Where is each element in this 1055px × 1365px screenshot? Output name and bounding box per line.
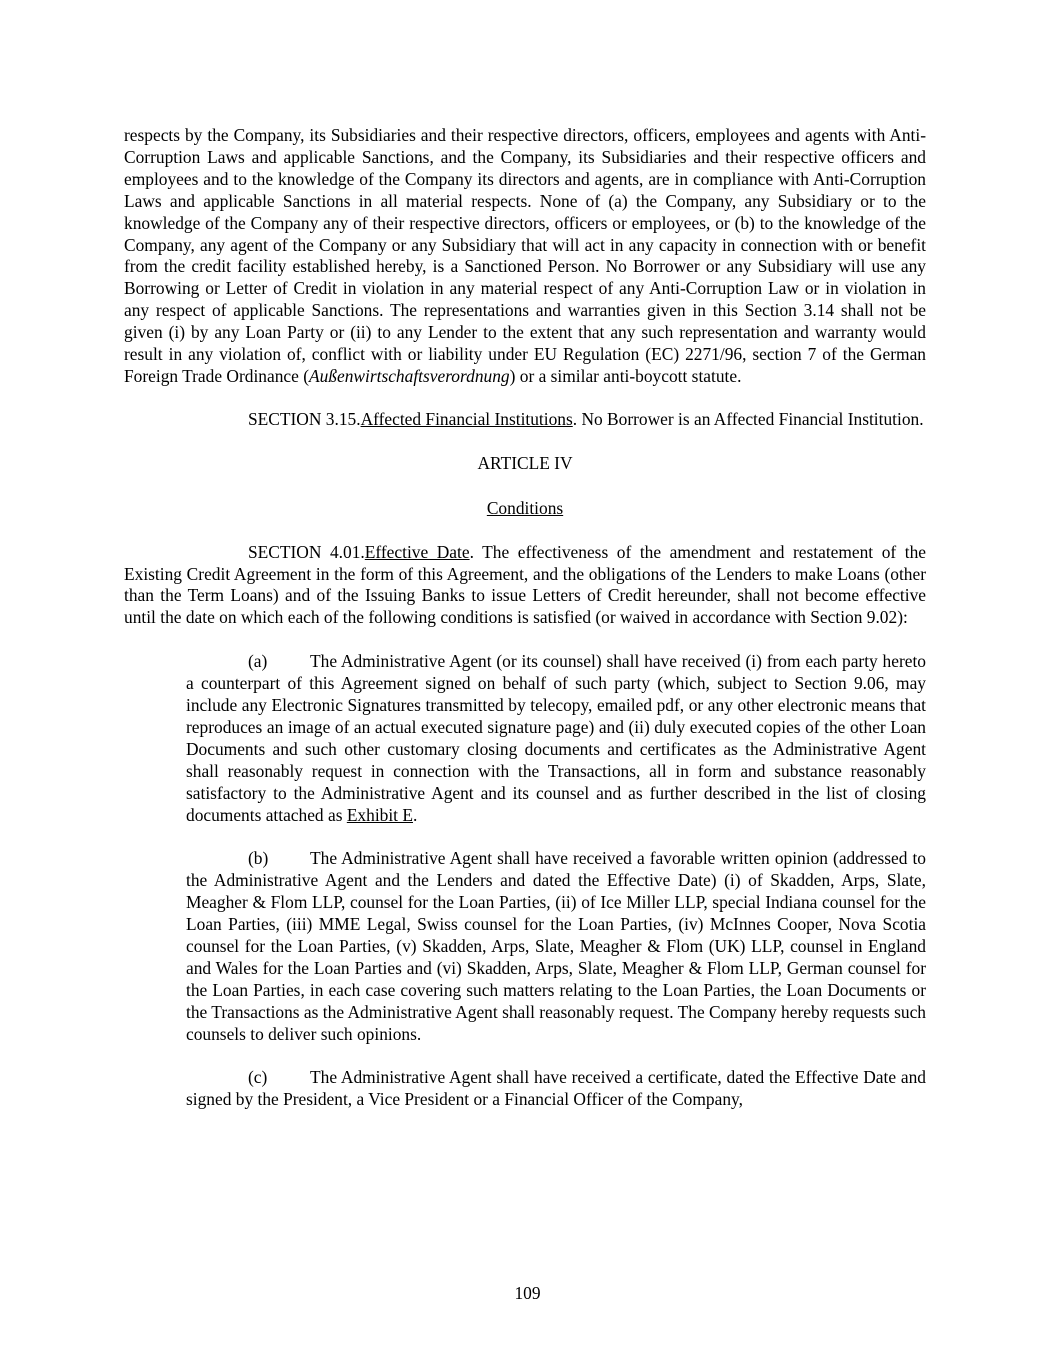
- italic-term: Außenwirtschaftsverordnung: [308, 365, 510, 386]
- clause-label: (b): [248, 848, 269, 869]
- paragraph-section-3-15: SECTION 3.15.Affected Financial Institutions. No Borrower is an Affected Financial Institution.: [248, 408, 924, 429]
- article-subheading: Conditions: [486, 497, 564, 518]
- exhibit-reference: Exhibit E: [346, 804, 413, 825]
- paragraph-section-4-01: SECTION 4.01.Effective Date. The effectiveness of the amendment and restatement of the Existing Credit Agreement in the form of this Agreement, and the obligations of the Lenders to make Loans (other than the Term Loans) and of the Issuing Banks to issue Letters of Credit hereunder, shall not become effective until the date on which each of the following conditions is satisfied (or waived in accordance with Section 9.02):: [124, 541, 926, 628]
- document-body: [124, 125, 926, 1110]
- section-title: Affected Financial Institutions: [360, 408, 573, 429]
- section-label: SECTION 3.15.: [248, 408, 361, 429]
- paragraph-section-3-14-continued: respects by the Company, its Subsidiaries and their respective directors, officers, employees and agents with Anti-Corruption Laws and applicable Sanctions, and the Company, its Subsidiaries and their respective officers and employees and to the knowledge of the Company its directors and agents, are in compliance with Anti-Corruption Laws and applicable Sanctions in all material respects. None of (a) the Company, any Subsidiary or to the knowledge of the Company any of their respective directors, officers or employees, or (b) to the knowledge of the Company, any agent of the Company or any Subsidiary that will act in any capacity in connection with or benefit from the credit facility established hereby, is a Sanctioned Person. No Borrower or any Subsidiary will use any Borrowing or Letter of Credit in violation in any material respect of any Anti-Corruption Law or in violation in any respect of applicable Sanctions. The representations and warranties given in this Section 3.14 shall not be given (i) by any Loan Party or (ii) to any Lender to the extent that any such representation and warranty would result in any violation of, conflict with or liability under EU Regulation (EC) 2271/96, section 7 of the German Foreign Trade Ordinance (Außenwirtschaftsverordnung) or a similar anti-boycott statute.: [124, 125, 926, 386]
- clause-c: (c) The Administrative Agent shall have received a certificate, dated the Effective Date and signed by the President, a Vice President or a Financial Officer of the Company,: [186, 1066, 926, 1109]
- section-title: Effective Date: [364, 541, 470, 562]
- section-label: SECTION 4.01.: [248, 541, 365, 562]
- page-number: 109: [514, 1283, 541, 1303]
- clause-b: (b) The Administrative Agent shall have received a favorable written opinion (addressed to the Administrative Agent and the Lenders and dated the Effective Date) (i) of Skadden, Arps, Slate, Meagher & Flom LLP, counsel for the Loan Parties, (ii) of Ice Miller LLP, special Indiana counsel for the Loan Parties, (iii) MME Legal, Swiss counsel for the Loan Parties, (iv) McInnes Cooper, Nova Scotia counsel for the Loan Parties, (v) Skadden, Arps, Slate, Meagher & Flom (UK) LLP, counsel in England and Wales for the Loan Parties and (vi) Skadden, Arps, Slate, Meagher & Flom LLP, German counsel for the Loan Parties, in each case covering such matters relating to the Loan Parties, the Loan Documents or the Transactions as the Administrative Agent shall reasonably request. The Company hereby requests such counsels to deliver such opinions.: [186, 848, 926, 1044]
- clause-a: (a) The Administrative Agent (or its counsel) shall have received (i) from each party hereto a counterpart of this Agreement signed on behalf of such party (which, subject to Section 9.06, may include any Electronic Signatures transmitted by telecopy, emailed pdf, or any other electronic means that reproduces an image of an actual executed signature page) and (ii) duly executed copies of the other Loan Documents and such other customary closing documents and certificates as the Administrative Agent shall reasonably request in connection with the Transactions, all in form and substance reasonably satisfactory to the Administrative Agent and its counsel and as further described in the list of closing documents attached as Exhibit E.: [186, 651, 926, 825]
- clause-label: (c): [248, 1066, 268, 1087]
- article-heading: ARTICLE IV: [477, 452, 573, 473]
- clause-label: (a): [248, 651, 268, 672]
